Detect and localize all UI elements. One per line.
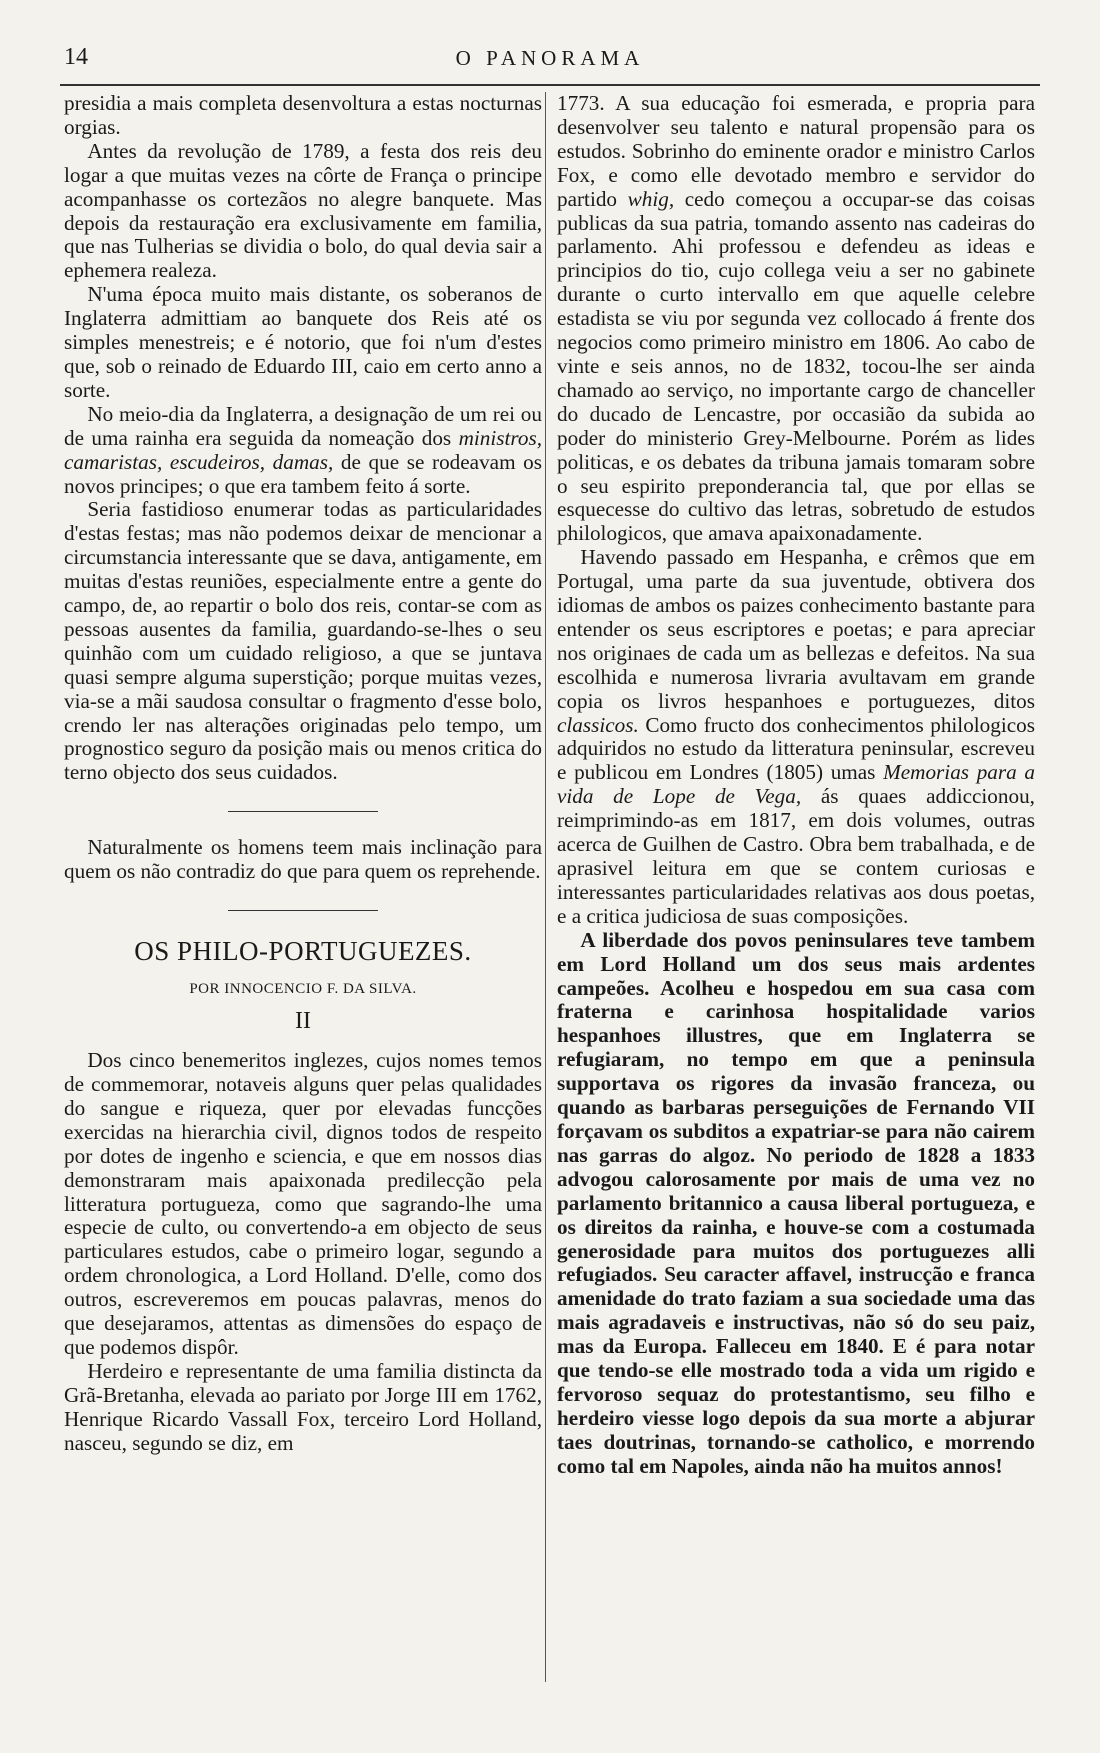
text-run: cedo começou a occupar-se das coisas publicas da sua patria, tomando assento nas cadeiras do parlamento. Ahi professou e defendeu as ideas e principios do tio, cujo collega veiu a ser no gabinete durante o curto intervallo em que aquelle celebre estadista se viu por segunda vez collocado á frente dos negocios como primeiro ministro em 1806. Ao cabo de vinte e seis annos, no de 1832, tocou-lhe ser ainda chamado ao serviço, no importante cargo de chanceller do ducado de Lencastre, por occasião da subida ao poder do ministerio Grey-Melbourne. Porém as lides politicas, e os debates da tribuna jamais tomaram sobre o seu espirito preponderancia tal, que por ellas se esquecesse do cultivo das letras, sobretudo de estudos philologicos, que amava apaixonadamente. — [557, 186, 1035, 546]
paragraph: Seria fastidioso enumerar todas as particularidades d'estas festas; mas não podemos deixar de mencionar a circumstancia interessante que se dava, antigamente, em muitas d'estas reuniões, especialmente entre a gente do campo, de, ao repartir o bolo dos reis, contar-se com as pessoas ausentes da familia, guardando-se-lhes o seu quinhão com um cuidado religioso, a que se juntava quasi sempre alguma superstição; porque muitas vezes, via-se a mãi saudosa consultar o fragmento d'esse bolo, crendo ler nas alterações originadas pelo tempo, um prognostico seguro da posição mais ou menos critica do terno objecto dos seus cuidados. — [64, 497, 542, 785]
paragraph: Dos cinco benemeritos inglezes, cujos nomes temos de commemorar, notaveis alguns quer pelas qualidades do sangue e riqueza, quer por elevadas funcções exercidas na hierarchia civil, dignos todos de respeito por dotes de ingenho e sciencia, e que em nossos dias demonstraram mais apaixonada predilecção pela litteratura portugueza, como que sagrando-lhe uma especie de culto, ou convertendo-a em objecto de seus particulares estudos, cabe o primeiro logar, segundo a ordem chronologica, a Lord Holland. D'elle, como dos outros, escreveremos em poucas palavras, menos do que desejaramos, attentas as dimensões do espaço de que podemos dispôr. — [64, 1048, 542, 1359]
part-number: II — [295, 1008, 311, 1035]
separator-rule — [228, 811, 378, 812]
italic-text: ministros, camaristas, escudeiros, damas, — [64, 425, 542, 474]
text-run: de que se rodeavam os novos principes; o que era tambem feito á sorte. — [64, 449, 543, 498]
italic-text: classicos. — [557, 712, 639, 737]
paragraph: Antes da revolução de 1789, a festa dos reis deu logar a que muitas vezes na côrte de França o principe acompanhasse os cortezãos no alegre banquete. Mas depois da restauração era exclusivamente em familia, que nas Tulherias se dividia o bolo, do qual devia sair a ephemera realeza. — [64, 138, 542, 283]
italic-text: whig, — [627, 186, 675, 211]
paragraph: presidia a mais completa desenvoltura a estas nocturnas orgias. — [64, 91, 542, 139]
paragraph — [557, 92, 1035, 546]
paragraph: Herdeiro e representante de uma familia distincta da Grã-Bretanha, elevada ao pariato por Jorge III em 1762, Henrique Ricardo Vassall Fox, terceiro Lord Holland, nasceu, segundo se diz, em — [64, 1358, 542, 1455]
paragraph — [64, 403, 542, 499]
paragraph — [557, 546, 1035, 929]
page-header — [60, 40, 1040, 76]
header-rule — [60, 84, 1040, 86]
text-run: Como fructo dos conhecimentos philologicos adquiridos no estudo da litteratura peninsular, escreveu e publicou em Londres (1805) umas — [557, 712, 1035, 785]
italic-text: Memorias para a vida de Lope de Vega, — [557, 760, 1035, 809]
separator-rule — [228, 910, 378, 911]
left-column — [64, 92, 542, 1456]
text-run: Havendo passado em Hespanha, e crêmos que em Portugal, uma parte da sua juventude, obtivera dos idiomas de ambos os paizes conhecimento bastante para entender os seus escriptores e poetas; e para apreciar nos originaes de cada um as bellezas e defeitos. Na sua escolhida e numerosa livraria avultavam em grande copia os livros hespanhoes e portuguezes, ditos — [557, 545, 1035, 713]
column-divider — [545, 92, 546, 1682]
author-byline: POR INNOCENCIO F. DA SILVA. — [189, 981, 417, 998]
paragraph: A liberdade dos povos peninsulares teve tambem em Lord Holland um dos seus mais ardentes campeões. Acolheu e hospedou em sua casa com fraterna e carinhosa hospitalidade varios hespanhoes illustres, que em Inglaterra se refugiaram, no tempo em que a peninsula supportava os rigores da invasão franceza, ou quando as barbaras perseguições de Fernando VII forçavam os subditos a expatriar-se para não cairem nas garras do algoz. No periodo de 1828 a 1833 advogou calorosamente por mais de uma vez no parlamento britannico a causa liberal portugueza, e os direitos da rainha, e houve-se com a costumada generosidade para muitos dos portuguezes alli refugiados. Seu caracter affavel, instrucção e franca amenidade do trato faziam a sua sociedade uma das mais agradaveis e instructivas, não só do seu paiz, mas da Europa. Falleceu em 1840. E é para notar que tendo-se elle mostrado toda a vida um rigido e fervoroso sequaz do protestantismo, seu filho e herdeiro viesse logo depois da sua morte a abjurar taes doutrinas, tornando-se catholico, e morrendo como tal em Napoles, ainda não ha muitos annos! — [557, 927, 1035, 1478]
section-title: OS PHILO-PORTUGUEZES. — [134, 936, 472, 967]
page-number: 14 — [64, 44, 88, 70]
right-column — [557, 92, 1035, 1479]
text-run: ás quaes addiccionou, reimprimindo-as em 1817, em dois volumes, outras acerca de Guilhen de Castro. Obra bem trabalhada, e de aprasivel leitura em que se contem curiosas e interessantes particularidades relativas aos dous poetas, e a critica judiciosa de suas composições. — [557, 784, 1035, 928]
running-title: O PANORAMA — [455, 46, 645, 70]
maxim-paragraph: Naturalmente os homens teem mais inclinação para quem os não contradiz do que para quem os reprehende. — [64, 835, 542, 884]
text-run: No meio-dia da Inglaterra, a designação de um rei ou de uma rainha era seguida da nomeação dos — [64, 401, 542, 450]
paragraph: N'uma época muito mais distante, os soberanos de Inglaterra admittiam ao banquete dos Reis até os simples menestreis; e é notorio, que foi n'um d'estes que, sob o reinado de Eduardo III, caio em certo anno a sorte. — [64, 282, 542, 402]
text-run: 1773. A sua educação foi esmerada, e propria para desenvolver seu talento e natural propensão para os estudos. Sobrinho do eminente orador e ministro Carlos Fox, e como elle devotado membro e servidor do partido — [557, 91, 1035, 211]
